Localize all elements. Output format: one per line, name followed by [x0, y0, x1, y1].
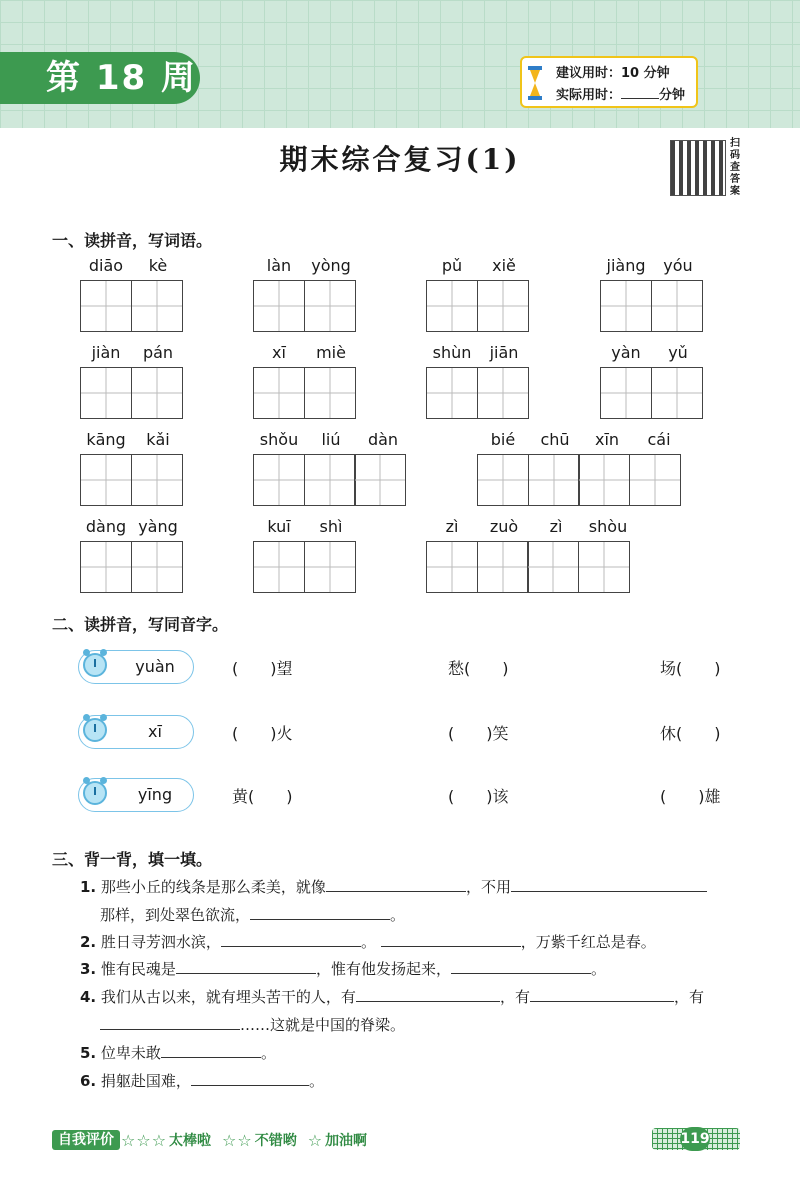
pinyin-pill	[78, 778, 194, 812]
writing-cell[interactable]	[131, 280, 183, 332]
homophone-blank[interactable]: ( )雄	[660, 787, 721, 806]
section1-heading: 一、读拼音，写词语。	[52, 231, 213, 250]
pinyin-syllable: yàng	[138, 517, 178, 536]
pinyin-syllable: liú	[321, 430, 341, 449]
writing-cell[interactable]	[304, 280, 356, 332]
scan-label: 扫码查答案	[730, 138, 740, 197]
writing-cell[interactable]	[426, 367, 478, 419]
section3-heading: 三、背一背，填一填。	[52, 850, 213, 869]
pinyin-syllable: yóu	[663, 256, 693, 275]
writing-cell[interactable]	[651, 367, 703, 419]
writing-cell[interactable]	[477, 280, 529, 332]
writing-cell[interactable]	[477, 454, 529, 506]
actual-time-blank[interactable]	[621, 86, 659, 99]
star-icon[interactable]: ☆	[237, 1130, 252, 1150]
self-evaluation	[52, 1130, 377, 1150]
writing-cell[interactable]	[131, 454, 183, 506]
writing-cell[interactable]	[527, 541, 579, 593]
hourglass-icon	[528, 66, 542, 100]
writing-cell[interactable]	[253, 367, 305, 419]
pinyin-syllable: yǔ	[668, 343, 688, 362]
pinyin-text: yīng	[137, 785, 173, 804]
page-title: 期末综合复习(1)	[279, 143, 521, 176]
writing-cell[interactable]	[600, 280, 652, 332]
eval-good: 不错哟	[254, 1133, 297, 1149]
pinyin-syllable: kǎi	[146, 430, 170, 449]
homophone-blank[interactable]: ( )望	[232, 659, 293, 678]
pinyin-syllable: dàn	[367, 430, 399, 449]
writing-cell[interactable]	[253, 280, 305, 332]
actual-time: 实际用时： 分钟	[556, 88, 686, 103]
pinyin-syllable: yòng	[311, 256, 351, 275]
blank[interactable]	[530, 987, 674, 1002]
recite-item-2: 2. 胜日寻芳泗水滨， 。 ，万紫千红总是春。	[80, 933, 656, 951]
star-icon[interactable]: ☆	[151, 1130, 167, 1150]
recite-item-6: 6. 捐躯赴国难， 。	[80, 1072, 324, 1090]
writing-cell[interactable]	[80, 541, 132, 593]
blank[interactable]	[356, 987, 500, 1002]
writing-cell[interactable]	[426, 280, 478, 332]
recite-item-3: 3. 惟有民魂是 ，惟有他发扬起来， 。	[80, 960, 606, 978]
pinyin-syllable: pán	[142, 343, 174, 362]
writing-cell[interactable]	[477, 541, 529, 593]
time-box	[520, 56, 698, 108]
blank[interactable]	[191, 1071, 309, 1086]
homophone-blank[interactable]: 休( )	[660, 724, 721, 743]
pinyin-syllable: yàn	[611, 343, 641, 362]
blank[interactable]	[326, 877, 466, 892]
homophone-blank[interactable]: 黄( )	[232, 787, 293, 806]
writing-cell[interactable]	[80, 367, 132, 419]
pinyin-text: xī	[148, 722, 162, 741]
star-icon[interactable]: ☆	[307, 1130, 323, 1150]
pinyin-syllable: xīn	[594, 430, 620, 449]
pinyin-syllable: shì	[319, 517, 343, 536]
pinyin-syllable: kè	[148, 256, 168, 275]
suggested-time: 建议用时：10 分钟	[556, 66, 670, 81]
blank[interactable]	[250, 905, 390, 920]
pinyin-syllable: xiě	[492, 256, 516, 275]
alarm-clock-icon	[81, 712, 111, 746]
writing-cell[interactable]	[477, 367, 529, 419]
pinyin-syllable: jiàn	[91, 343, 121, 362]
eval-label: 自我评价	[52, 1130, 120, 1150]
pinyin-syllable: dàng	[85, 517, 127, 536]
pinyin-syllable: xī	[272, 343, 286, 362]
pinyin-syllable: pǔ	[441, 256, 463, 275]
homophone-blank[interactable]: 愁( )	[448, 659, 509, 678]
pinyin-syllable: làn	[266, 256, 292, 275]
pinyin-text: yuàn	[135, 657, 175, 676]
star-icon[interactable]: ☆	[136, 1130, 151, 1150]
writing-cell[interactable]	[629, 454, 681, 506]
writing-cell[interactable]	[304, 454, 356, 506]
star-icon[interactable]: ☆	[222, 1130, 237, 1150]
star-icon[interactable]: ☆	[121, 1130, 136, 1150]
blank[interactable]	[100, 1015, 240, 1030]
pinyin-syllable: diāo	[88, 256, 124, 275]
homophone-blank[interactable]: ( )火	[232, 724, 293, 743]
writing-cell[interactable]	[304, 367, 356, 419]
blank[interactable]	[451, 959, 591, 974]
writing-cell[interactable]	[426, 541, 478, 593]
week-label: 第 18 周	[0, 52, 200, 104]
writing-cell[interactable]	[354, 454, 406, 506]
writing-cell[interactable]	[651, 280, 703, 332]
blank[interactable]	[511, 877, 707, 892]
pinyin-syllable: shǒu	[259, 430, 299, 449]
qr-code-icon[interactable]	[670, 140, 726, 196]
blank[interactable]	[161, 1043, 261, 1058]
pinyin-syllable: kāng	[86, 430, 126, 449]
pinyin-syllable: bié	[490, 430, 516, 449]
writing-cell[interactable]	[253, 541, 305, 593]
pinyin-syllable: zuò	[489, 517, 519, 536]
pinyin-syllable: shùn	[432, 343, 472, 362]
recite-item-4: 4. 我们从古以来，就有埋头苦干的人，有 ，有 ，有	[80, 988, 704, 1006]
pinyin-pill	[78, 650, 194, 684]
eval-great: 太棒啦	[169, 1133, 212, 1149]
recite-item-4-cont: ……这就是中国的脊梁。	[100, 1014, 405, 1035]
writing-cell[interactable]	[578, 541, 630, 593]
pinyin-syllable: shòu	[588, 517, 628, 536]
writing-cell[interactable]	[80, 280, 132, 332]
pinyin-syllable: zì	[445, 517, 459, 536]
pinyin-pill	[78, 715, 194, 749]
blank[interactable]	[221, 932, 361, 947]
blank[interactable]	[381, 932, 521, 947]
writing-cell[interactable]	[600, 367, 652, 419]
homophone-blank[interactable]: ( )笑	[448, 724, 509, 743]
writing-cell[interactable]	[253, 454, 305, 506]
eval-keep-going: 加油啊	[325, 1133, 368, 1149]
pinyin-syllable: jiān	[489, 343, 519, 362]
recite-item-5: 5. 位卑未敢 。	[80, 1044, 276, 1062]
blank[interactable]	[176, 959, 316, 974]
writing-cell[interactable]	[528, 454, 580, 506]
homophone-blank[interactable]: ( )该	[448, 787, 509, 806]
homophone-blank[interactable]: 场( )	[660, 659, 721, 678]
recite-item-1-cont: 那样，到处翠色欲流， 。	[100, 906, 406, 924]
writing-cell[interactable]	[131, 541, 183, 593]
pinyin-syllable: kuī	[267, 517, 291, 536]
pinyin-syllable: zì	[549, 517, 563, 536]
alarm-clock-icon	[81, 775, 111, 809]
pinyin-syllable: cái	[647, 430, 671, 449]
writing-cell[interactable]	[80, 454, 132, 506]
pinyin-syllable: chū	[540, 430, 570, 449]
writing-cell[interactable]	[131, 367, 183, 419]
recite-item-1: 1. 那些小丘的线条是那么柔美，就像 ，不用	[80, 876, 707, 897]
alarm-clock-icon	[81, 647, 111, 681]
section2-heading: 二、读拼音，写同音字。	[52, 615, 229, 634]
pinyin-syllable: miè	[316, 343, 346, 362]
pinyin-syllable: jiàng	[606, 256, 646, 275]
writing-cell[interactable]	[304, 541, 356, 593]
writing-cell[interactable]	[578, 454, 630, 506]
page-number: 119	[680, 1127, 710, 1151]
